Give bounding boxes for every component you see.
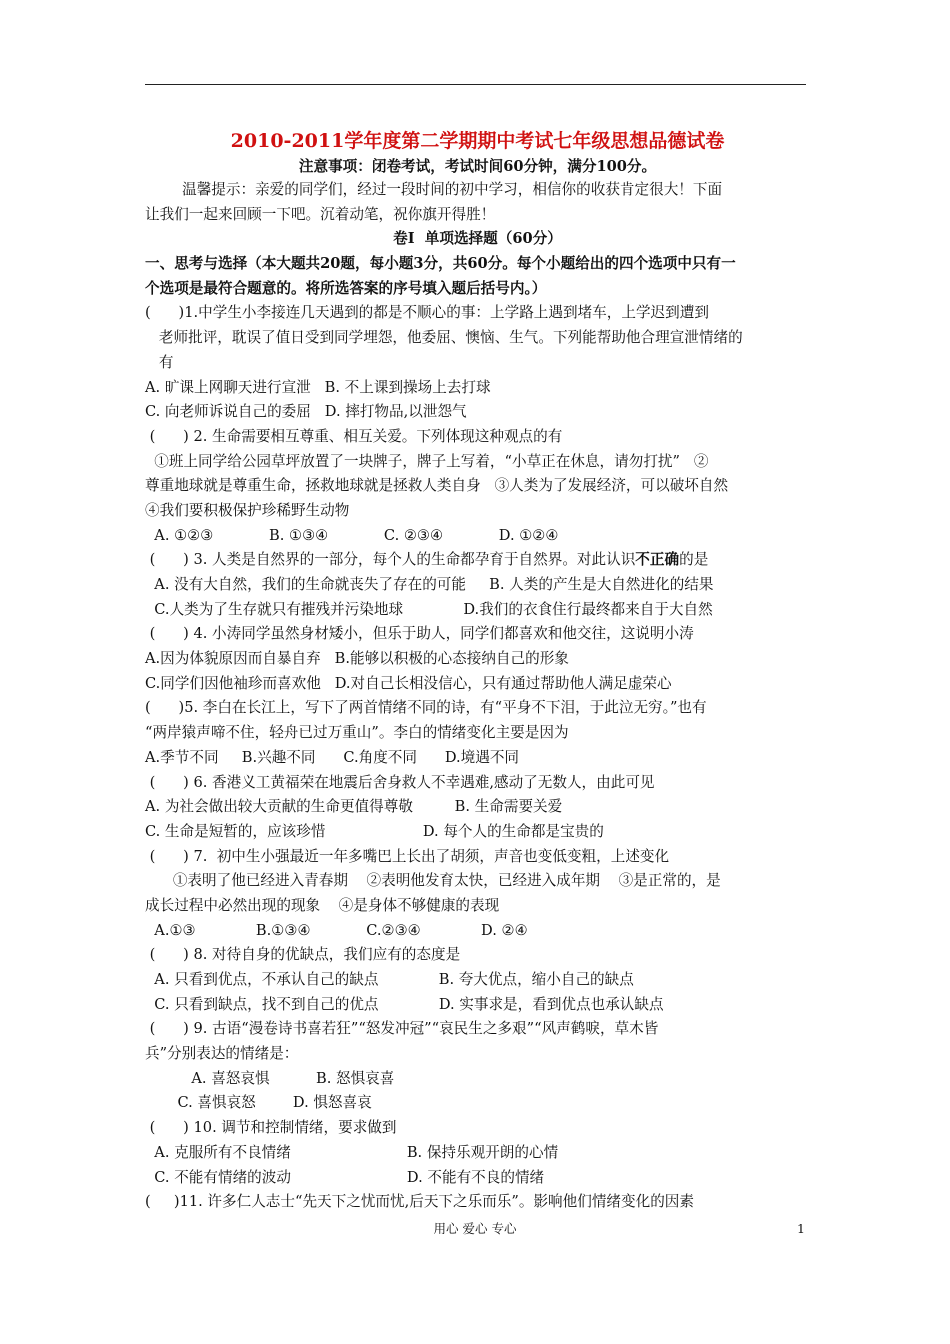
question-line: 尊重地球就是尊重生命，拯救地球就是拯救人类自身 ③人类为了发展经济，可以破坏自然 [145, 477, 729, 495]
question-line: 成长过程中必然出现的现象 ④是身体不够健康的表现 [145, 896, 500, 914]
question-6 [145, 771, 810, 845]
exam-title: 2010-2011学年度第二学期期中考试七年级思想品德试卷 [230, 130, 725, 152]
option-line: A. 旷课上网聊天进行宣泄 B. 不上课到操场上去打球 [145, 378, 491, 396]
option-line: C. 只看到缺点，找不到自己的优点 D. 实事求是，看到优点也承认缺点 [145, 995, 664, 1013]
exam-body [145, 124, 810, 1215]
tip-line: 让我们一起来回顾一下吧。沉着动笔，祝你旗开得胜！ [145, 205, 496, 223]
option-line: C.同学们因他袖珍而喜欢他 D.对自己长相没信心，只有通过帮助他人满足虚荣心 [145, 674, 672, 692]
option-line: C. 向老师诉说自己的委屈 D. 摔打物品,以泄怨气 [145, 403, 467, 421]
question-line: ( )1.中学生小李接连几天遇到的都是不顺心的事：上学路上遇到堵车，上学迟到遭到 [145, 304, 709, 322]
question-line: ( ) 4. 小涛同学虽然身材矮小，但乐于助人，同学们都喜欢和他交往，这说明小涛 [145, 625, 694, 643]
tip-line: 温馨提示：亲爱的同学们，经过一段时间的初中学习，相信你的收获肯定很大！下面 [145, 181, 723, 198]
question-line: ( )5. 李白在长江上，写下了两首情绪不同的诗，有“平身不下泪，于此泣无穷。”也有 [145, 699, 707, 717]
question-line: ( ) 6. 香港义工黄福荣在地震后舍身救人不幸遇难,感动了无数人，由此可见 [145, 773, 655, 791]
page-number: 1 [797, 1221, 805, 1236]
exam-notice: 注意事项：闭卷考试，考试时间60分钟，满分100分。 [298, 158, 657, 175]
footer-motto: 用心 爱心 专心 [433, 1221, 517, 1236]
question-7 [145, 845, 810, 944]
question-text: 的是 [679, 551, 709, 569]
section-heading: 个选项是最符合题意的。将所选答案的序号填入题后括号内。） [145, 279, 547, 297]
option-line: A.因为体貌原因而自暴自弃 B.能够以积极的心态接纳自己的形象 [145, 650, 569, 668]
option-line: C.人类为了生存就只有摧残并污染地球 D.我们的衣食住行最终都来自于大自然 [145, 600, 713, 618]
option-line: A.①③ B.①③④ C.②③④ D. ②④ [145, 921, 528, 939]
question-line: 有 [145, 353, 174, 371]
question-line: ④我们要积极保护珍稀野生动物 [145, 501, 350, 519]
option-line: A. 克服所有不良情绪 B. 保持乐观开朗的心情 [145, 1143, 559, 1161]
emphasis-text: 不正确 [635, 551, 680, 569]
header-rule [145, 84, 806, 85]
question-10 [145, 1116, 810, 1190]
question-line: 老师批评，耽误了值日受到同学埋怨，他委屈、懊恼、生气。下列能帮助他合理宣泄情绪的 [145, 329, 743, 347]
option-line: A.季节不同 B.兴趣不同 C.角度不同 D.境遇不同 [145, 748, 520, 766]
option-line: A. 没有大自然，我们的生命就丧失了存在的可能 B. 人类的产生是大自然进化的结果 [145, 576, 714, 593]
question-3 [145, 548, 810, 622]
question-1 [145, 301, 810, 424]
question-4 [145, 622, 810, 696]
option-line: A. 只看到优点，不承认自己的缺点 B. 夸大优点，缩小自己的缺点 [145, 971, 634, 988]
question-line: ①表明了他已经进入青春期 ②表明他发育太快，已经进入成年期 ③是正常的，是 [145, 872, 721, 890]
question-line: ( ) 8. 对待自身的优缺点，我们应有的态度是 [145, 946, 461, 964]
page-footer [0, 1219, 950, 1239]
question-text: ( ) 3. 人类是自然界的一部分，每个人的生命都孕育于自然界。对此认识 [145, 551, 636, 569]
question-line: “两岸猿声啼不住，轻舟已过万重山”。李白的情绪变化主要是因为 [145, 724, 569, 742]
question-line: ( ) 7. 初中生小强最近一年多嘴巴上长出了胡须，声音也变低变粗，上述变化 [145, 847, 670, 865]
question-line: ( ) 9. 古语“漫卷诗书喜若狂”“怒发冲冠”“哀民生之多艰”“风声鹤唳，草木皆 [145, 1020, 659, 1038]
question-line: ( ) 2. 生命需要相互尊重、相互关爱。下列体现这种观点的有 [145, 427, 563, 445]
question-line: 兵”分别表达的情绪是： [145, 1045, 299, 1063]
question-5 [145, 696, 810, 770]
question-line [145, 548, 810, 573]
question-8 [145, 943, 810, 1017]
option-line: C. 不能有情绪的波动 D. 不能有不良的情绪 [145, 1168, 545, 1186]
option-line: C. 生命是短暂的，应该珍惜 D. 每个人的生命都是宝贵的 [145, 822, 604, 840]
option-line: A. 为社会做出较大贡献的生命更值得尊敬 B. 生命需要关爱 [145, 798, 563, 816]
question-line: ①班上同学给公园草坪放置了一块牌子，牌子上写着，“小草正在休息，请勿打扰” ② [145, 452, 709, 470]
question-11 [145, 1190, 810, 1215]
option-line: A. ①②③ B. ①③④ C. ②③④ D. ①②④ [145, 526, 559, 544]
section-heading: 一、思考与选择（本大题共20题，每小题3分，共60分。每个小题给出的四个选项中只有一 [145, 255, 736, 273]
option-line: A. 喜怒哀惧 B. 怒惧哀喜 [145, 1069, 395, 1087]
part-heading: 卷Ⅰ 单项选择题（60分） [393, 230, 562, 248]
question-line: ( )11. 许多仁人志士“先天下之忧而忧,后天下之乐而乐”。影响他们情绪变化的因素 [145, 1193, 694, 1211]
option-line: C. 喜惧哀怒 D. 惧怒喜哀 [145, 1094, 372, 1112]
question-9 [145, 1017, 810, 1116]
question-2 [145, 425, 810, 548]
question-line: ( ) 10. 调节和控制情绪，要求做到 [145, 1119, 397, 1137]
